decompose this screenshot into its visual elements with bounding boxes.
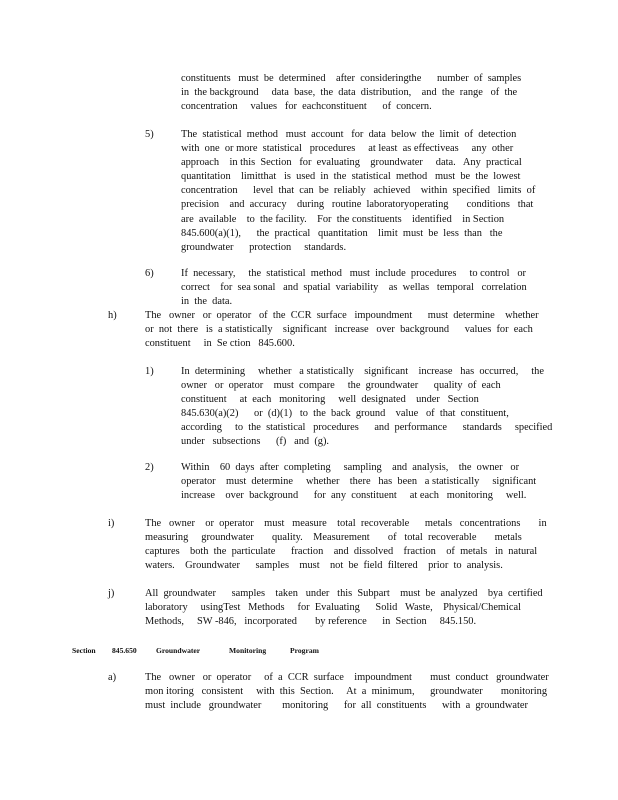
text-line: under subsections (f) and (g). <box>181 436 330 448</box>
item-a-label: a) <box>108 672 117 683</box>
text-line: constituent in Se ction 845.600. <box>145 338 295 350</box>
text-line: in the data. <box>181 296 233 308</box>
item-6-label: 6) <box>145 268 154 279</box>
text-line: precision and accuracy during routine laboratoryoperating conditions that <box>181 199 534 211</box>
text-line: are available to the facility. For the constituents identified in Section <box>181 213 505 225</box>
text-line: concentration values for eachconstituent of concern. <box>181 101 432 113</box>
text-line: groundwater protection standards. <box>181 241 347 253</box>
section-number: 845.650 <box>112 646 137 655</box>
text-line: operator must determine whether there has been a statistically significant <box>181 476 537 488</box>
text-line: measuring groundwater quality. Measurement of total recoverable metals <box>145 532 522 544</box>
item-h-label: h) <box>108 310 117 321</box>
text-line: according to the statistical procedures and performance standards specified <box>181 422 553 434</box>
item-h2-paragraph <box>181 461 537 503</box>
item-j-paragraph <box>145 587 543 629</box>
text-line: owner or operator must compare the groundwater quality of each <box>181 380 501 392</box>
item-h-paragraph <box>145 309 539 351</box>
text-line: in the background data base, the data distribution, and the range of the <box>181 87 518 99</box>
text-line: approach in this Section for evaluating groundwater data. Any practical <box>181 157 522 169</box>
text-line: The statistical method must account for data below the limit of detection <box>181 129 517 140</box>
text-line: correct for sea sonal and spatial variability as wellas temporal correlation <box>181 282 527 294</box>
text-line: 845.600(a)(1), the practical quantitation limit must be less than the <box>181 227 503 239</box>
text-line: captures both the particulate fraction and dissolved fraction of metals in natural <box>145 546 538 558</box>
item-i-paragraph <box>145 517 547 573</box>
text-line: or not there is a statistically significant increase over background values for each <box>145 324 533 336</box>
item-5-label: 5) <box>145 129 154 140</box>
item-a-paragraph <box>145 671 549 713</box>
text-line: The owner or operator of a CCR surface impoundment must conduct groundwater <box>145 672 549 683</box>
text-line: increase over background for any constituent at each monitoring well. <box>181 490 527 502</box>
text-line: quantitation limitthat is used in the statistical method must be the lowest <box>181 171 521 183</box>
section-title-groundwater: Groundwater <box>156 646 201 655</box>
text-line: constituents must be determined after consideringthe number of samples <box>181 73 522 84</box>
section-title-program: Program <box>290 646 319 655</box>
text-line: mon itoring consistent with this Section. At a minimum, groundwater monitoring <box>145 686 548 698</box>
intro-paragraph <box>181 72 521 114</box>
text-line: 845.630(a)(2) or (d)(1) to the back ground value of that constituent, <box>181 408 509 420</box>
text-line: All groundwater samples taken under this Subpart must be analyzed bya certified <box>145 588 543 599</box>
text-line: If necessary, the statistical method must include procedures to control or <box>181 268 527 279</box>
item-5-paragraph <box>181 128 537 255</box>
item-j-label: j) <box>108 588 115 599</box>
text-line: Within 60 days after completing sampling and analysis, the owner or <box>181 462 520 473</box>
text-line: Methods, SW -846, incorporated by reference in Section 845.150. <box>145 616 477 628</box>
text-line: must include groundwater monitoring for all constituents with a groundwater <box>145 700 528 712</box>
section-title-monitoring: Monitoring <box>229 646 267 655</box>
text-line: The owner or operator must measure total recoverable metals concentrations in <box>145 518 547 529</box>
text-line: laboratory usingTest Methods for Evaluating Solid Waste, Physical/Chemical <box>145 602 522 614</box>
text-line: concentration level that can be reliably achieved within specified limits of <box>181 185 536 197</box>
text-line: with one or more statistical procedures at least as effectiveas any other <box>181 143 514 155</box>
text-line: In determining whether a statistically significant increase has occurred, the <box>181 366 544 377</box>
item-h1-paragraph <box>181 365 553 450</box>
item-h2-label: 2) <box>145 462 154 473</box>
text-line: constituent at each monitoring well designated under Section <box>181 394 479 406</box>
text-line: The owner or operator of the CCR surface impoundment must determine whether <box>145 310 539 321</box>
item-i-label: i) <box>108 518 115 529</box>
text-line: waters. Groundwater samples must not be field filtered prior to analysis. <box>145 560 503 572</box>
section-word: Section <box>72 646 96 655</box>
item-h1-label: 1) <box>145 366 154 377</box>
item-6-paragraph <box>181 267 531 309</box>
